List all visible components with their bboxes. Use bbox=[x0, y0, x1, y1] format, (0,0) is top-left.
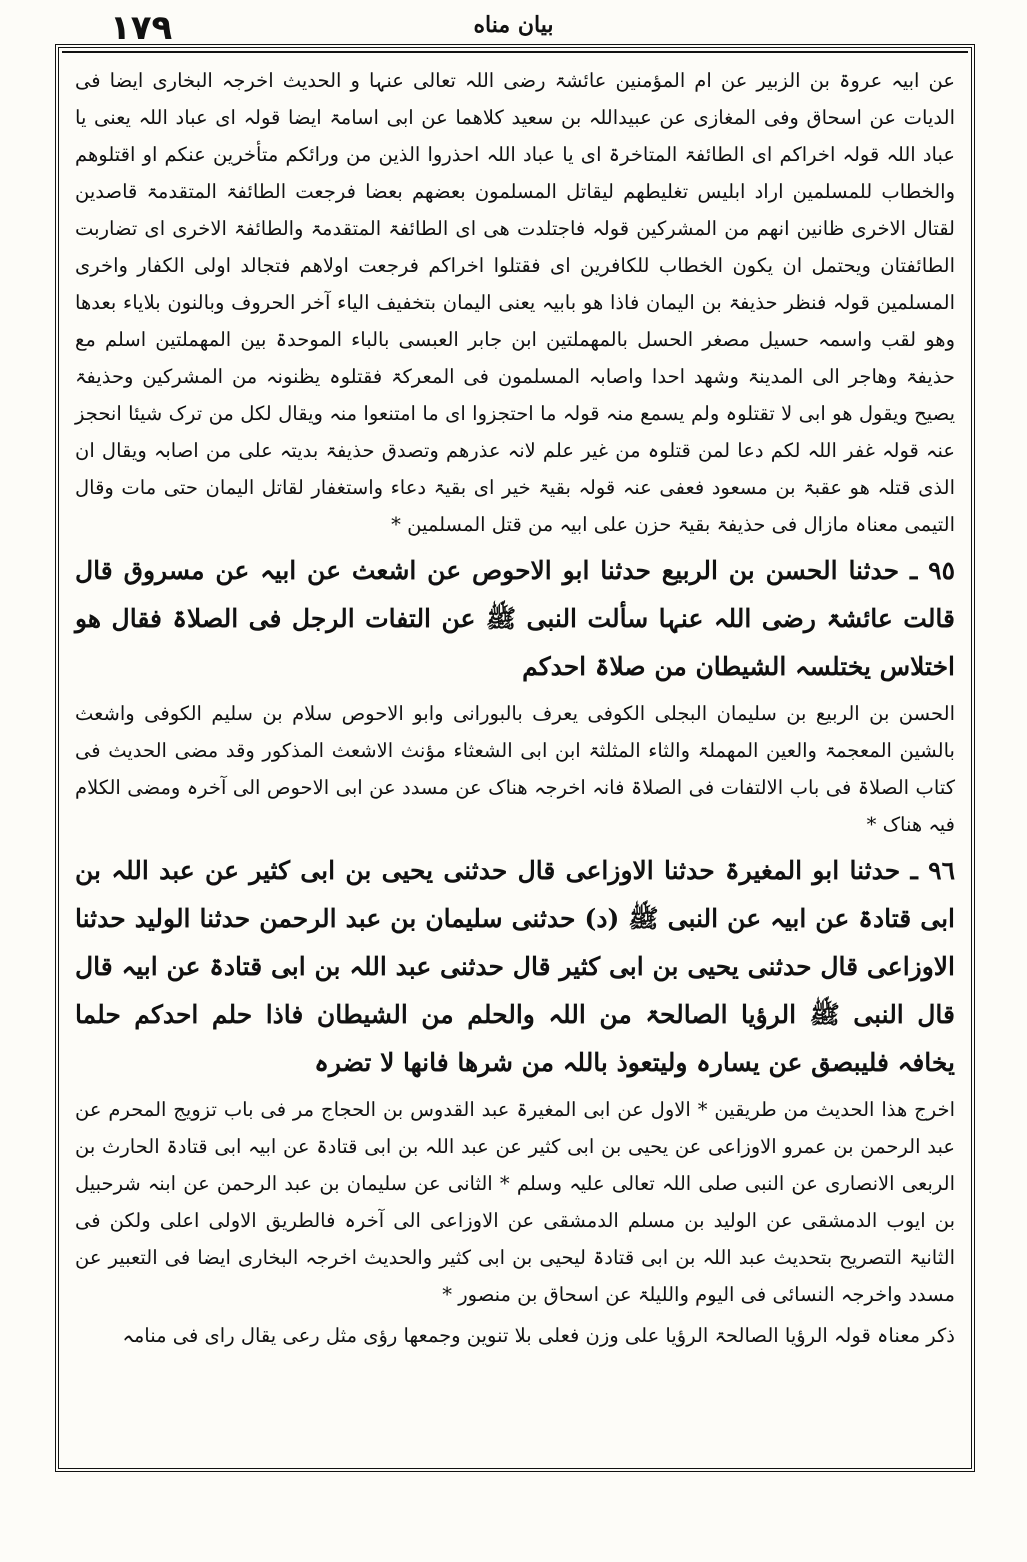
commentary-paragraph: عن ابیہ عروۃ بن الزبیر عن ام المؤمنین عائشۃ رضی اللہ تعالی عنہا و الحدیث اخرجہ البخاری ایضا فی الدیات عن اسحاق وفی المغازی عن عبیداللہ بن سعید کلاھما عن ابی اسامۃ ایضا قولہ ای عباد اللہ یعنی یا عباد اللہ قولہ اخراکم ای الطائفۃ المتاخرۃ ای یا عباد اللہ احذروا الذین من ورائکم متأخرین عنکم او اقتلوھم والخطاب للمسلمین اراد ابلیس تغلیطھم لیقاتل المسلمون بعضھم بعضا فرجعت الطائفۃ المتقدمۃ قاصدین لقتال الاخری ظانین انھم من المشرکین قولہ فاجتلدت ھی ای الطائفۃ المتقدمۃ والطائفۃ الاخری ای تضاربت الطائفتان ویحتمل ان یکون الخطاب للکافرین ای فقتلوا اخراکم فرجعت اولاھم فتجالد اولی الکفار واخری المسلمین قولہ فنظر حذیفۃ بن الیمان فاذا ھو بابیہ یعنی الیمان بتخفیف الیاء آخر الحروف وبالنون بلایاء بعدھا وھو لقب واسمہ حسیل مصغر الحسل بالمھملتین ابن جابر العبسی بالباء الموحدۃ بین المھملتین اسلم مع حذیفۃ وھاجر الی المدینۃ وشھد احدا واصابہ المسلمون فی المعرکۃ فقتلوہ یظنونہ من المشرکین وحذیفۃ یصیح ویقول ھو ابی لا تقتلوہ ولم یسمع منہ قولہ ما احتجزوا ای ما امتنعوا منہ ویقال لکل من ترک شیئا انحجز عنہ قولہ غفر اللہ لکم دعا لمن قتلوہ من غیر علم لانہ عذرھم وتصدق حذیفۃ بدیتہ علی من اصابہ ویقال ان الذی قتلہ ھو عقبۃ بن مسعود فعفی عنہ قولہ بقیۃ خیر ای بقیۃ دعاء واستغفار لقاتل الیمان حتی مات وقال التیمی معناہ مازال فی حذیفۃ بقیۃ حزن علی ابیہ من قتل المسلمین * bbox=[75, 69, 955, 536]
hadith-95: ٩٥ ـ حدثنا الحسن بن الربیع حدثنا ابو الاحوص عن اشعث عن ابیہ عن مسروق قال قالت عائشۃ رضی اللہ عنہا سألت النبی ﷺ عن التفات الرجل فی الصلاۃ فقال ھو اختلاس یختلسہ الشیطان من صلاۃ احدکم bbox=[75, 556, 955, 681]
page-number: ١٧٩ bbox=[110, 8, 173, 48]
hadith-96: ٩٦ ـ حدثنا ابو المغیرۃ حدثنا الاوزاعی قال حدثنی یحیی بن ابی کثیر عن عبد اللہ بن ابی قتادۃ عن ابیہ عن النبی ﷺ (د) حدثنی سلیمان بن عبد الرحمن حدثنا الولید حدثنا الاوزاعی قال حدثنی یحیی بن ابی کثیر قال حدثنی عبد اللہ بن ابی قتادۃ عن ابیہ قال قال النبی ﷺ الرؤیا الصالحۃ من اللہ والحلم من الشیطان فاذا حلم احدکم حلما یخافہ فلیبصق عن یسارہ ولیتعوذ باللہ من شرھا فانھا لا تضرہ bbox=[75, 856, 955, 1077]
commentary-paragraph: اخرج ھذا الحدیث من طریقین * الاول عن ابی المغیرۃ عبد القدوس بن الحجاج مر فی باب تزویج المحرم عن عبد الرحمن بن عمرو الاوزاعی عن یحیی بن ابی کثیر عن عبد اللہ بن ابی قتادۃ عن ابیہ ابی قتادۃ الحارث بن الربعی الانصاری عن النبی صلی اللہ تعالی علیہ وسلم * الثانی عن سلیمان بن عبد الرحمن عن ابنہ شرحبیل بن ایوب الدمشقی عن الولید بن مسلم الدمشقی عن الاوزاعی الی آخرہ فالطریق الاولی اعلی ولکن فی الثانیۃ التصریح بتحدیث عبد اللہ بن ابی قتادۃ لیحیی بن ابی کثیر والحدیث اخرجہ البخاری ایضا فی التعبیر عن مسدد واخرجہ النسائی فی الیوم واللیلۃ عن اسحاق بن منصور * bbox=[75, 1098, 955, 1306]
commentary-paragraph: الحسن بن الربیع بن سلیمان البجلی الکوفی یعرف بالبورانی وابو الاحوص سلام بن سلیم الکوفی واشعث بالشین المعجمۃ والعین المھملۃ والثاء المثلثۃ ابن ابی الشعثاء مؤنث الاشعث المذکور وقد مضی الحدیث فی کتاب الصلاۃ فی باب الالتفات فی الصلاۃ فانہ اخرجہ ھناک عن مسدد عن ابی الاحوص الی آخرہ ومضی الکلام فیہ ھناک * bbox=[75, 702, 955, 836]
running-title: بیان مناه bbox=[473, 12, 554, 38]
text-frame bbox=[55, 44, 975, 1472]
commentary-paragraph: ذکر معناہ قولہ الرؤیا الصالحۃ الرؤیا علی وزن فعلی بلا تنوین وجمعھا رؤی مثل رعی یقال رای فی منامہ bbox=[122, 1324, 955, 1347]
page-header bbox=[60, 8, 967, 48]
